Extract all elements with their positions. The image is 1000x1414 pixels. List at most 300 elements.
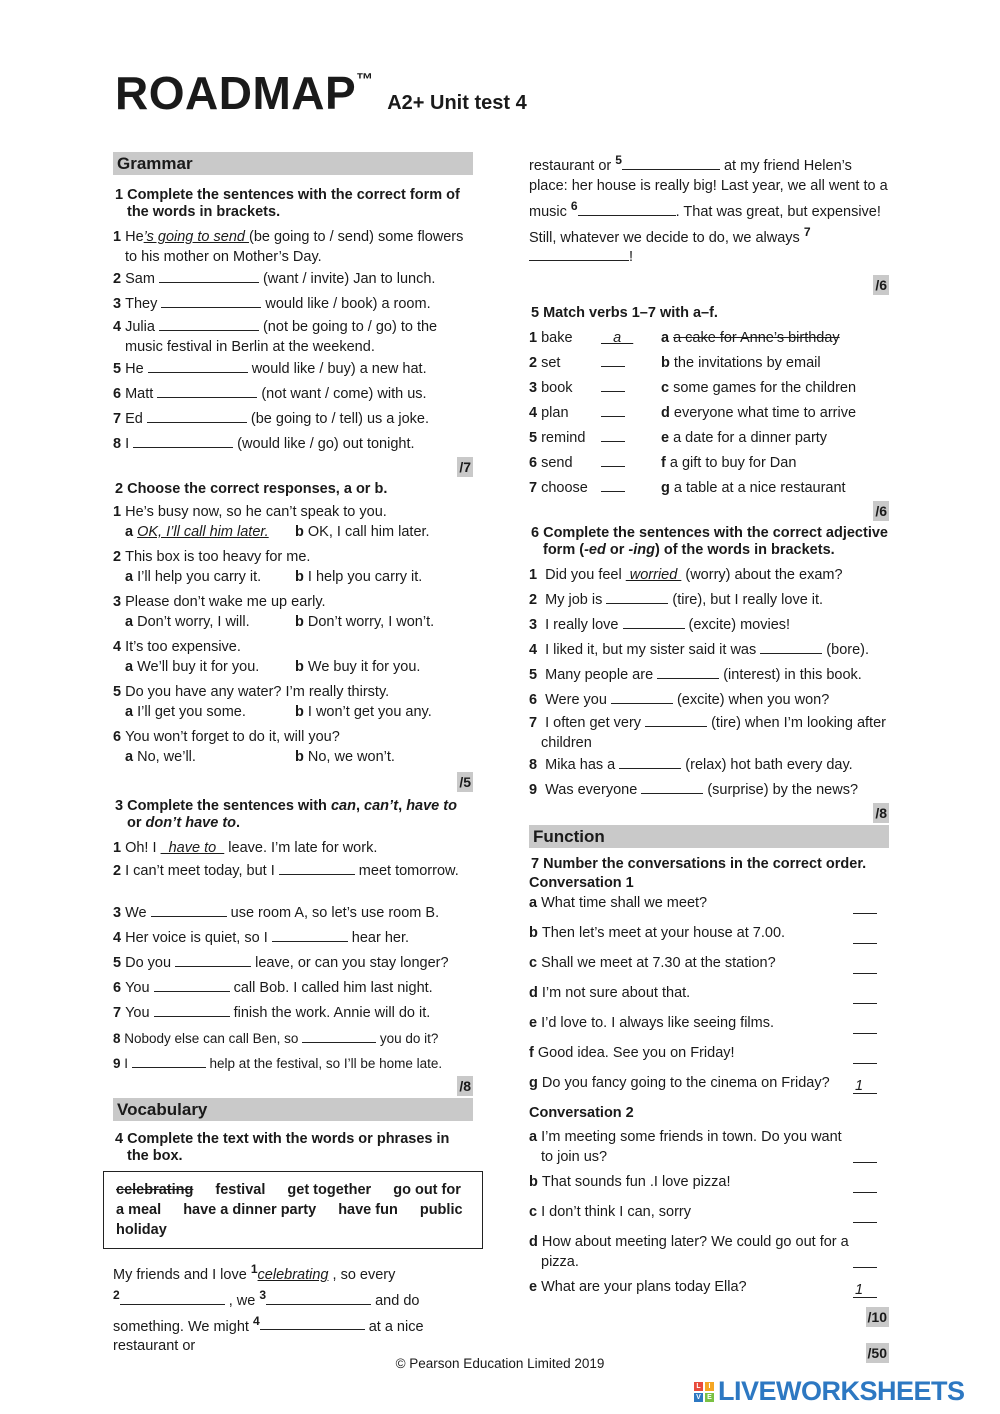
item-text: They <box>125 296 162 312</box>
conversation-2-list <box>529 1127 889 1302</box>
item-text: He <box>125 361 148 377</box>
question-text: You won’t forget to do it, will you? <box>125 729 340 745</box>
option-letter: b <box>295 524 308 540</box>
phrase-text: the invitations by email <box>673 355 821 372</box>
exercise-6-item <box>529 778 889 803</box>
item-number: 5 <box>113 361 126 377</box>
option-b[interactable] <box>295 702 432 722</box>
answer-blank[interactable] <box>159 270 259 283</box>
exercise-6-item <box>529 613 889 638</box>
item-text: (not be going to / go) to the music festival in Berlin at the weekend. <box>125 319 438 355</box>
answer-blank[interactable] <box>148 360 248 373</box>
option-letter: a <box>125 614 138 630</box>
item-number: 5 <box>113 955 126 971</box>
question <box>113 637 473 657</box>
box-word: go out for a meal <box>116 1182 461 1218</box>
item-number: 3 <box>113 594 126 610</box>
verb-text: remind <box>541 430 586 447</box>
item-text: (surprise) by the news? <box>703 782 859 799</box>
exercise-6-title: 6 Complete the sentences with the correct adjective form (-ed or -ing) of the words in brackets. <box>531 525 888 559</box>
line-text: I’d love to. I always like seeing films. <box>541 1015 774 1032</box>
item-text: You <box>125 1005 154 1021</box>
line-text: Good idea. See you on Friday! <box>537 1045 735 1062</box>
answer-blank[interactable] <box>279 862 355 875</box>
phrase <box>661 376 856 401</box>
option-a[interactable] <box>125 659 259 675</box>
answer-blank[interactable] <box>611 691 673 704</box>
item-answer: ’s going to send <box>143 229 249 245</box>
line-text: Do you fancy going to the cinema on Friday? <box>541 1075 830 1092</box>
line-text: I’m not sure about that. <box>541 985 691 1002</box>
exercise-1-item <box>113 432 473 457</box>
item-number: 7 <box>113 1005 126 1021</box>
options <box>113 747 473 767</box>
exercise-4-text-part2: restaurant or $^5$ at my friend Helen’s place: her house is really big! Last year, we all went to a music $^6$ . That was great, but expensive! Still, whatever we decide to do, we always $^7$! <box>529 153 888 266</box>
line-letter: d <box>529 985 542 1002</box>
match-blank[interactable] <box>601 476 625 501</box>
item-text: help at the festival, so I’ll be home late. <box>205 1056 443 1071</box>
item-text: (relax) hot bath every day. <box>681 757 853 774</box>
answer-1[interactable]: celebrating <box>257 1266 329 1283</box>
exercise-6-item <box>529 663 889 688</box>
phrase <box>661 451 796 476</box>
answer-blank[interactable] <box>619 756 681 769</box>
question <box>113 682 473 702</box>
option-text: Don’t worry, I will. <box>137 614 250 630</box>
phrase-letter: a <box>661 330 674 347</box>
exercise-1-item <box>113 407 473 432</box>
option-text: We buy it for you. <box>307 659 421 675</box>
order-blank[interactable] <box>853 959 877 974</box>
answer-blank[interactable] <box>157 385 257 398</box>
item-text: Was everyone <box>545 782 642 799</box>
logo-tile: V <box>694 1393 703 1402</box>
item-text: Matt <box>125 386 158 402</box>
question-text: He’s busy now, so he can’t speak to you. <box>125 504 387 520</box>
item-number: 3 <box>529 617 546 634</box>
item-text: you do it? <box>376 1031 439 1046</box>
item-number: 7 <box>529 480 542 497</box>
line-text: How about meeting later? We could go out for a pizza. <box>541 1234 849 1271</box>
answer-blank[interactable] <box>151 904 227 917</box>
word-box <box>103 1171 483 1249</box>
verb-text: bake <box>541 330 573 347</box>
conversation-line <box>529 983 889 1008</box>
answer-blank[interactable] <box>161 295 261 308</box>
match-blank[interactable] <box>601 351 625 376</box>
option-letter: a <box>125 524 138 540</box>
option-letter: a <box>125 569 138 585</box>
item-answer: worried <box>625 567 682 584</box>
item-number: 8 <box>529 757 546 774</box>
right-column <box>529 150 889 1365</box>
item-text: would like / book) a room. <box>261 296 431 312</box>
item-number: 4 <box>113 319 126 335</box>
answer-blank[interactable] <box>641 781 703 794</box>
exercise-3-item <box>113 1001 473 1026</box>
item-number: 8 <box>113 436 126 452</box>
options <box>113 567 473 587</box>
answer-blank[interactable] <box>154 1004 230 1017</box>
exercise-1-score: /7 <box>459 459 471 475</box>
page-subtitle: A2+ Unit test 4 <box>387 92 527 114</box>
answer-blank[interactable] <box>601 479 625 492</box>
item-text: finish the work. Annie will do it. <box>229 1005 431 1021</box>
exercise-1-item <box>113 227 473 267</box>
answer-blank[interactable] <box>302 1030 376 1043</box>
option-a[interactable] <box>125 524 269 540</box>
exercise-2-title: 2 Choose the correct responses, a or b. <box>115 481 388 497</box>
verb <box>529 376 573 401</box>
phrase-text: everyone what time to arrive <box>673 405 857 422</box>
conversation-1-label: Conversation 1 <box>529 875 634 892</box>
answer-blank[interactable] <box>601 379 625 392</box>
item-text: Do you <box>125 955 176 971</box>
exercise-4-score: /6 <box>875 277 887 294</box>
answer-blank[interactable] <box>159 318 259 331</box>
option-b[interactable] <box>295 747 395 767</box>
conversation-line <box>529 923 889 948</box>
item-text: Did you feel <box>545 567 626 584</box>
liveworksheets-logo <box>694 1376 965 1407</box>
item-number: 1 <box>529 567 546 584</box>
item-text: I <box>125 436 134 452</box>
box-word: have fun <box>338 1202 398 1218</box>
phrase-text: a date for a dinner party <box>673 430 828 447</box>
exercise-2-item <box>113 547 473 592</box>
exercise-1-list <box>113 227 473 457</box>
verb-text: set <box>541 355 561 372</box>
item-number: 7 <box>113 411 126 427</box>
phrase <box>661 426 827 451</box>
order-blank[interactable] <box>853 1178 877 1193</box>
item-number: 6 <box>113 386 126 402</box>
item-number: 1 <box>529 330 542 347</box>
exercise-6-item <box>529 563 889 588</box>
item-text: (tire), but I really love it. <box>668 592 824 609</box>
item-text: meet tomorrow. <box>354 863 459 879</box>
phrase-letter: e <box>661 430 674 447</box>
answer-blank[interactable] <box>132 1055 206 1068</box>
match-blank[interactable] <box>601 401 625 426</box>
item-text: Julia <box>125 319 159 335</box>
conversation-line <box>529 1202 889 1227</box>
answer-blank[interactable] <box>272 929 348 942</box>
item-number: 4 <box>529 405 542 422</box>
item-text: (be going to / send) some flowers to his mother on Mother’s Day. <box>125 229 464 265</box>
copyright-footer: © Pearson Education Limited 2019 <box>395 1356 605 1371</box>
answer-blank[interactable] <box>175 954 251 967</box>
exercise-5-list <box>529 326 889 501</box>
exercise-1-item <box>113 292 473 317</box>
phrase-text: a gift to buy for Dan <box>669 455 797 472</box>
order-blank[interactable] <box>853 1019 877 1034</box>
exercise-1-item <box>113 317 473 357</box>
item-answer: have to <box>160 840 225 856</box>
exercise-6-item <box>529 753 889 778</box>
conversation-line <box>529 1043 889 1068</box>
order-blank[interactable] <box>853 989 877 1004</box>
item-number: 1 <box>113 840 126 856</box>
conversation-line <box>529 1073 889 1098</box>
answer-blank[interactable] <box>147 410 247 423</box>
match-row <box>529 426 889 451</box>
item-text: hear her. <box>347 930 410 946</box>
item-number: 6 <box>529 455 542 472</box>
order-blank[interactable] <box>853 1148 877 1163</box>
item-number: 7 <box>529 715 546 732</box>
box-word: festival <box>215 1182 266 1198</box>
logo-tile: I <box>705 1382 714 1391</box>
line-text: I don’t think I can, sorry <box>541 1204 691 1221</box>
answer-blank[interactable] <box>601 354 625 367</box>
option-text: Don’t worry, I won’t. <box>307 614 435 630</box>
phrase <box>661 351 821 376</box>
trademark-sign: ™ <box>356 70 374 89</box>
exercise-1-title: 1 Complete the sentences with the correct form of the words in brackets. <box>115 187 460 220</box>
order-blank[interactable] <box>853 1208 877 1223</box>
item-text: leave. I’m late for work. <box>224 840 378 856</box>
match-row <box>529 351 889 376</box>
conversation-line <box>529 1232 889 1272</box>
item-number: 8 <box>113 1031 125 1046</box>
option-a[interactable] <box>125 749 196 765</box>
option-text: I help you carry it. <box>307 569 423 585</box>
line-letter: e <box>529 1015 542 1032</box>
verb <box>529 326 573 351</box>
verb-text: book <box>541 380 573 397</box>
exercise-1-item <box>113 382 473 407</box>
box-word: celebrating <box>116 1182 194 1198</box>
item-text: We <box>125 905 151 921</box>
item-number: 9 <box>529 782 546 799</box>
text-blank-3[interactable] <box>266 1292 371 1305</box>
item-text: (tire) when I’m looking after children <box>541 715 886 752</box>
vocabulary-heading: Vocabulary <box>113 1098 473 1121</box>
exercise-3-item <box>113 1026 473 1051</box>
match-row <box>529 476 889 501</box>
verb <box>529 426 585 451</box>
line-letter: a <box>529 895 542 912</box>
item-text: (be going to / tell) us a joke. <box>246 411 430 427</box>
line-letter: b <box>529 1174 542 1191</box>
item-text: Her voice is quiet, so I <box>125 930 272 946</box>
options <box>113 522 473 542</box>
conversation-line <box>529 1172 889 1197</box>
exercise-6-item <box>529 688 889 713</box>
conversation-1-list <box>529 893 889 1098</box>
item-number: 6 <box>529 692 546 709</box>
option-a[interactable] <box>125 569 261 585</box>
conversation-line <box>529 1277 889 1302</box>
item-text: My job is <box>545 592 607 609</box>
order-blank[interactable] <box>853 1253 877 1268</box>
option-text: I’ll help you carry it. <box>137 569 262 585</box>
conversation-line <box>529 893 889 918</box>
match-row <box>529 451 889 476</box>
item-number: 4 <box>529 642 546 659</box>
exercise-2-item <box>113 502 473 547</box>
option-text: I’ll get you some. <box>137 704 246 720</box>
liveworksheets-icon <box>694 1382 714 1402</box>
line-text: What are your plans today Ella? <box>541 1279 747 1296</box>
item-text: (worry) about the exam? <box>681 567 843 584</box>
exercise-3-item <box>113 901 473 926</box>
answer-blank[interactable] <box>601 404 625 417</box>
line-letter: c <box>529 955 542 972</box>
item-text: leave, or can you stay longer? <box>251 955 449 971</box>
match-blank[interactable] <box>601 451 625 476</box>
item-number: 1 <box>113 504 126 520</box>
answer-blank[interactable] <box>760 641 822 654</box>
exercise-3-item <box>113 861 473 901</box>
phrase-letter: f <box>661 455 670 472</box>
item-number: 6 <box>113 980 126 996</box>
order-blank[interactable]: 1 <box>853 1079 877 1094</box>
answer-blank[interactable] <box>623 616 685 629</box>
option-letter: b <box>295 659 308 675</box>
options <box>113 657 473 677</box>
order-blank[interactable] <box>853 1049 877 1064</box>
item-number: 3 <box>113 296 126 312</box>
logo-tile: L <box>694 1382 703 1391</box>
item-number: 3 <box>113 905 126 921</box>
options <box>113 702 473 722</box>
item-text: I really love <box>545 617 623 634</box>
text-blank-4[interactable] <box>260 1317 365 1330</box>
answer-blank[interactable] <box>601 454 625 467</box>
line-letter: f <box>529 1045 538 1062</box>
answer-blank[interactable] <box>657 666 719 679</box>
exercise-6-item <box>529 638 889 663</box>
item-number: 4 <box>113 930 126 946</box>
exercise-2-list <box>113 502 473 772</box>
exercise-3-item <box>113 836 473 861</box>
exercise-5-title: 5 Match verbs 1–7 with a–f. <box>531 305 718 322</box>
text-blank-6[interactable] <box>578 203 676 216</box>
exercise-4-title: 4 Complete the text with the words or phrases in the box. <box>115 1131 450 1164</box>
item-number: 2 <box>113 271 126 287</box>
item-number: 1 <box>113 229 126 245</box>
option-b[interactable] <box>295 657 420 677</box>
item-text: (would like / go) out tonight. <box>233 436 415 452</box>
conversation-line <box>529 953 889 978</box>
exercise-2-item <box>113 592 473 637</box>
question <box>113 547 473 567</box>
line-text: Then let’s meet at your house at 7.00. <box>541 925 786 942</box>
question-text: Do you have any water? I’m really thirsty. <box>125 684 390 700</box>
item-text: (excite) when you won? <box>672 692 830 709</box>
match-row <box>529 326 889 351</box>
item-text: use room A, so let’s use room B. <box>226 905 440 921</box>
exercise-3-title: 3 Complete the sentences with can, can’t, have to or don’t have to. <box>115 798 457 831</box>
item-text: (want / invite) Jan to lunch. <box>258 271 436 287</box>
exercise-3-score: /8 <box>459 1078 471 1094</box>
answer-blank[interactable] <box>154 979 230 992</box>
order-blank[interactable] <box>853 929 877 944</box>
question <box>113 502 473 522</box>
exercise-1-item <box>113 267 473 292</box>
option-letter: a <box>125 704 138 720</box>
item-text: I <box>124 1056 132 1071</box>
answer-blank[interactable] <box>133 435 233 448</box>
item-text: Oh! I <box>125 840 161 856</box>
item-text: call Bob. I called him last night. <box>229 980 433 996</box>
exercise-6-item <box>529 588 889 613</box>
question-text: It’s too expensive. <box>125 639 241 655</box>
option-text: We’ll buy it for you. <box>137 659 260 675</box>
answer-blank[interactable] <box>606 591 668 604</box>
verb <box>529 451 573 476</box>
exercise-6-score: /8 <box>875 805 887 822</box>
item-text: (excite) movies! <box>684 617 791 634</box>
order-blank[interactable]: 1 <box>853 1283 877 1298</box>
option-b[interactable] <box>295 612 434 632</box>
exercise-2-item <box>113 727 473 772</box>
answer-blank[interactable] <box>601 429 625 442</box>
line-letter: a <box>529 1129 542 1146</box>
item-text: I can’t meet today, but I <box>125 863 279 879</box>
phrase-letter: d <box>661 405 674 422</box>
item-text: He <box>125 229 144 245</box>
text-blank-2[interactable] <box>120 1292 225 1305</box>
item-text: Mika has a <box>545 757 620 774</box>
line-text: What time shall we meet? <box>541 895 708 912</box>
option-b[interactable] <box>295 522 430 542</box>
question-text: This box is too heavy for me. <box>125 549 311 565</box>
exercise-2-item <box>113 682 473 727</box>
box-word: get together <box>287 1182 372 1198</box>
exercise-2-score: /5 <box>459 774 471 790</box>
option-letter: b <box>295 749 308 765</box>
line-letter: d <box>529 1234 542 1251</box>
conversation-line <box>529 1013 889 1038</box>
exercise-7-score: /10 <box>867 1309 887 1326</box>
option-letter: a <box>125 659 138 675</box>
exercise-3-item <box>113 1051 473 1076</box>
item-number: 5 <box>529 430 542 447</box>
exercise-3-item <box>113 951 473 976</box>
liveworksheets-text: LIVEWORKSHEETS <box>718 1376 965 1406</box>
conversation-2-label: Conversation 2 <box>529 1105 634 1122</box>
phrase-letter: c <box>661 380 674 397</box>
option-letter: a <box>125 749 138 765</box>
option-text: OK, I call him later. <box>307 524 430 540</box>
item-text: Nobody else can call Ben, so <box>124 1031 303 1046</box>
phrase-text: a table at a nice restaurant <box>673 480 846 497</box>
match-blank[interactable] <box>601 426 625 451</box>
order-blank[interactable] <box>853 899 877 914</box>
item-text: (interest) in this book. <box>719 667 862 684</box>
verb <box>529 476 588 501</box>
match-blank[interactable] <box>601 326 633 351</box>
item-text: (not want / come) with us. <box>257 386 427 402</box>
verb-text: send <box>541 455 573 472</box>
option-text: I won’t get you any. <box>307 704 432 720</box>
option-b[interactable] <box>295 567 422 587</box>
item-text: Many people are <box>545 667 658 684</box>
box-word: have a dinner party <box>183 1202 317 1218</box>
text-blank-7[interactable] <box>529 248 629 261</box>
phrase <box>661 476 846 501</box>
match-blank[interactable] <box>601 376 625 401</box>
option-letter: b <box>295 569 308 585</box>
answer-blank[interactable] <box>645 714 707 727</box>
item-text: Ed <box>125 411 147 427</box>
option-a[interactable] <box>125 614 250 630</box>
text-blank-5[interactable] <box>622 157 720 170</box>
option-a[interactable] <box>125 704 246 720</box>
